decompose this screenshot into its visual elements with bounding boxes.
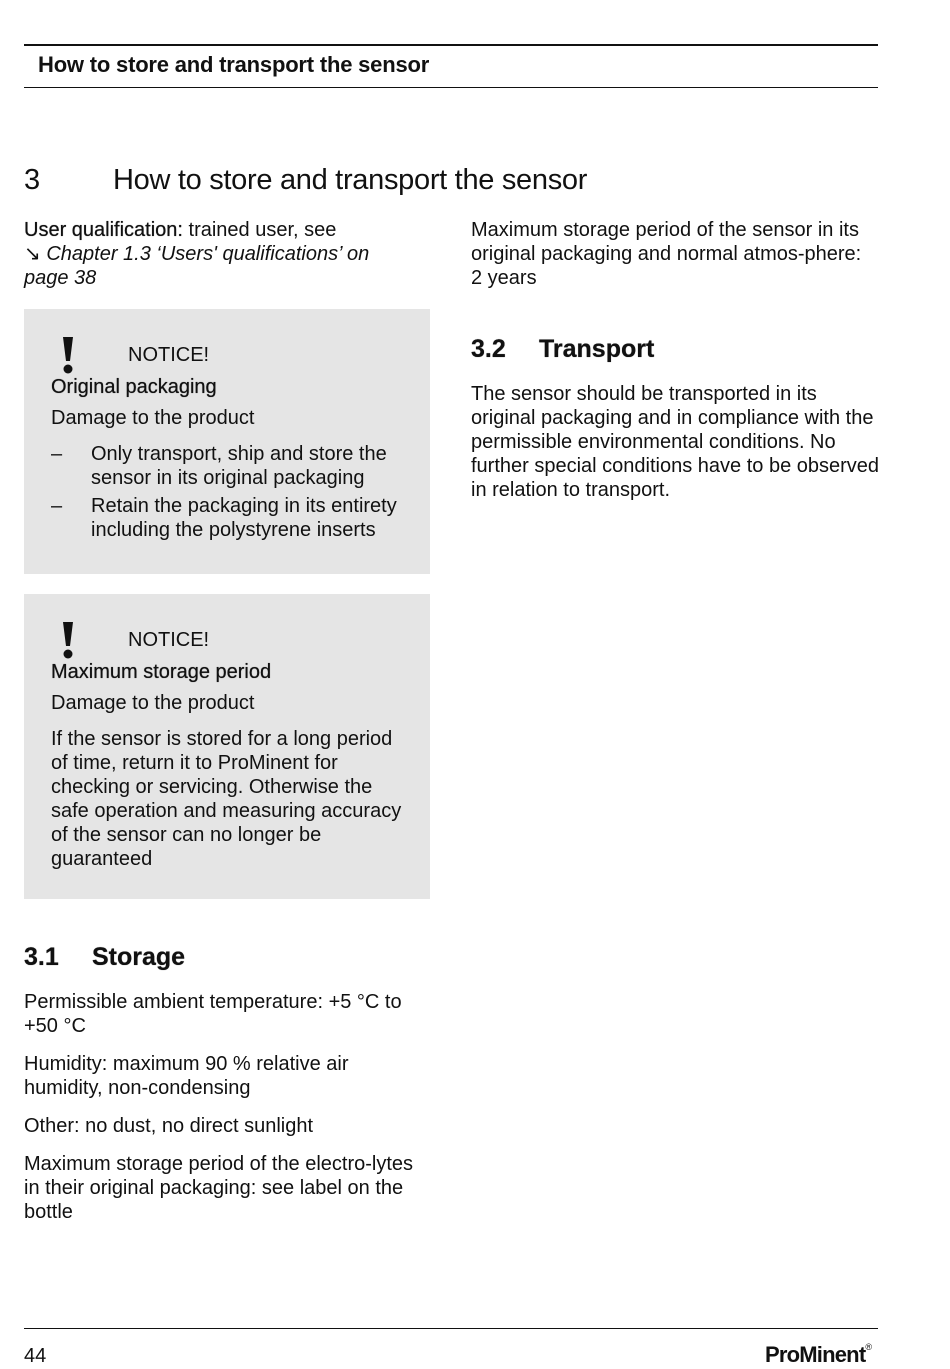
- header-rule-top: [24, 44, 878, 46]
- notice-list: [51, 442, 412, 542]
- notice-header: [51, 620, 412, 660]
- header-rule-bottom: [24, 87, 878, 88]
- notice-storage-period: [24, 594, 430, 899]
- qualification-label: User qualification:: [24, 219, 183, 241]
- page-number: 44: [24, 1345, 47, 1367]
- section-number: 3.1: [24, 943, 59, 971]
- section-heading-storage: [24, 943, 430, 972]
- notice-header: [51, 335, 412, 375]
- brand-name: ProMinent: [765, 1342, 866, 1367]
- section-title: Transport: [539, 335, 655, 363]
- exclamation-icon: [58, 335, 102, 375]
- storage-other: Other: no dust, no direct sunlight: [24, 1115, 314, 1137]
- list-item: [51, 494, 412, 542]
- notice-title: Maximum storage period: [51, 661, 272, 683]
- link-arrow-icon: ↘: [24, 243, 41, 265]
- list-item-text: Only transport, ship and store the sensor in its original packaging: [91, 443, 387, 489]
- notice-label: NOTICE!: [128, 628, 210, 651]
- sensor-storage-period: Maximum storage period of the sensor in its original packaging and normal atmos-phere: 2 years: [471, 219, 862, 289]
- user-qualification: [24, 218, 384, 290]
- left-column: [24, 218, 430, 1224]
- notice-subtitle: Damage to the product: [51, 407, 255, 429]
- running-header: How to store and transport the sensor: [38, 52, 430, 77]
- dash-bullet: –: [51, 443, 63, 465]
- notice-subtitle: Damage to the product: [51, 692, 255, 714]
- registered-mark: ®: [865, 1342, 872, 1352]
- list-item: [51, 442, 412, 490]
- storage-electrolytes: Maximum storage period of the electro-lytes in their original packaging: see label on the bottle: [24, 1153, 414, 1223]
- list-item-text: Retain the packaging in its entirety including the polystyrene inserts: [91, 495, 397, 541]
- chapter-link[interactable]: Chapter 1.3 ‘Users' qualifications’ on page 38: [24, 243, 370, 289]
- notice-label: NOTICE!: [128, 343, 210, 366]
- dash-bullet: –: [51, 495, 63, 517]
- chapter-title: How to store and transport the sensor: [113, 164, 588, 196]
- right-column: [471, 218, 881, 502]
- section-title: Storage: [92, 943, 186, 971]
- notice-body: If the sensor is stored for a long period of time, return it to ProMinent for checking or servicing. Otherwise the safe operation and measuring accuracy of the sensor can no longer be guaranteed: [51, 728, 402, 870]
- chapter-heading: [24, 164, 587, 197]
- footer-rule: [24, 1328, 878, 1329]
- brand-logo: [765, 1342, 872, 1368]
- storage-temperature: Permissible ambient temperature: +5 °C to +50 °C: [24, 991, 402, 1037]
- transport-text: The sensor should be transported in its original packaging and in compliance with the permissible environmental conditions. No further special conditions have to be observed in relation to transport.: [471, 383, 880, 501]
- chapter-number: 3: [24, 164, 40, 196]
- qualification-text: trained user, see: [182, 219, 337, 241]
- section-heading-transport: [471, 335, 881, 364]
- section-number: 3.2: [471, 335, 506, 363]
- notice-title: Original packaging: [51, 376, 217, 398]
- exclamation-icon: [58, 620, 102, 660]
- storage-humidity: Humidity: maximum 90 % relative air humidity, non-condensing: [24, 1053, 349, 1099]
- notice-original-packaging: [24, 309, 430, 574]
